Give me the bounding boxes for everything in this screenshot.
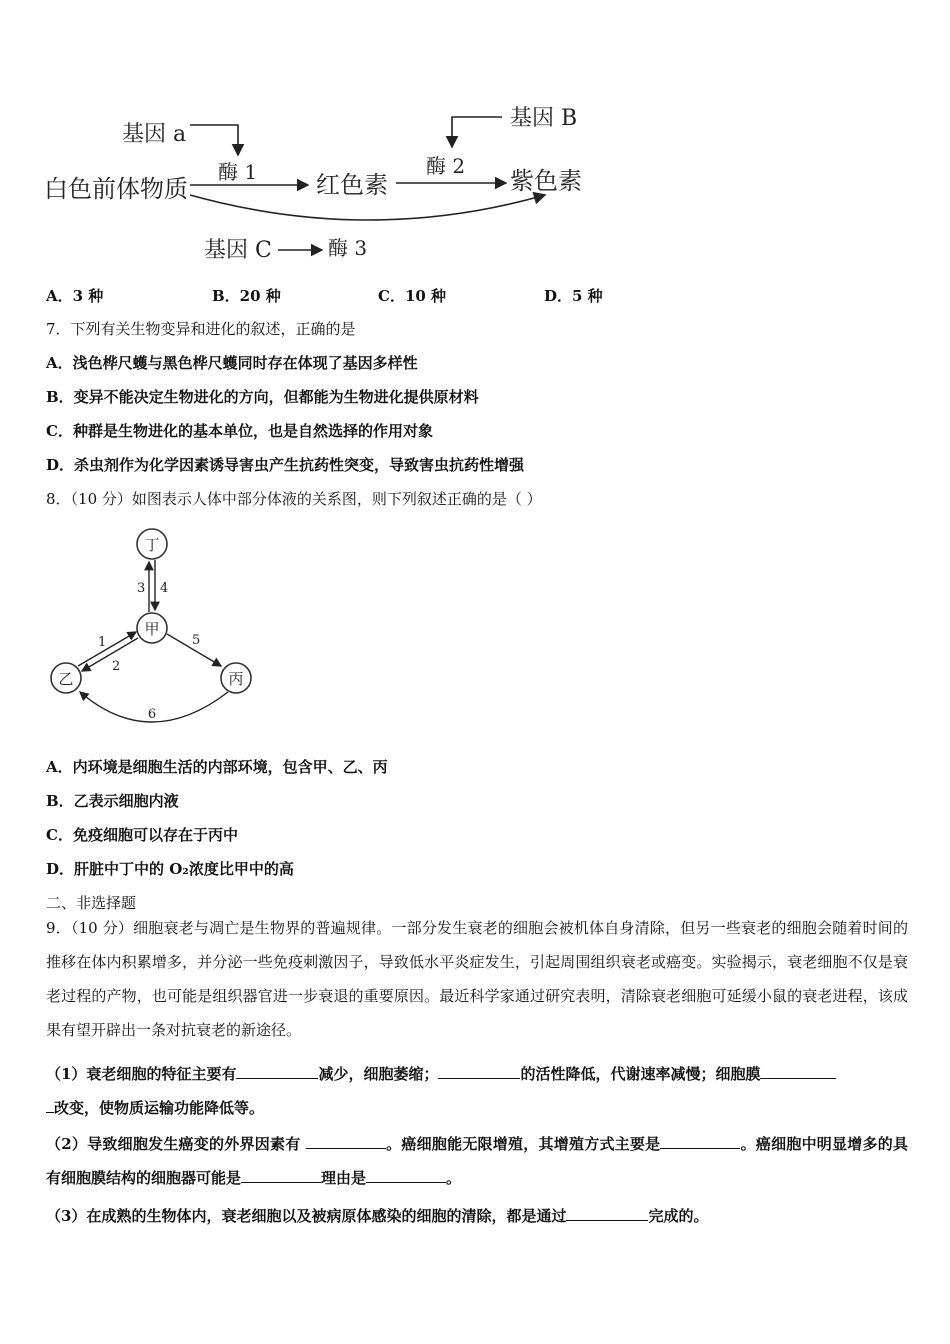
q6-option-b[interactable]: B．20 种 xyxy=(212,287,281,305)
q9-intro: 9．（10 分）细胞衰老与凋亡是生物界的普遍规律。一部分发生衰老的细胞会被机体自身清除，但另一些衰老的细胞会随着时间的推移在体内积累增多，并分泌一些免疫刺激因子，导致低水平炎症发生，引起周围组织衰老或癌变。实验揭示，衰老细胞不仅是衰老过程的产物，也可能是组织器官进一步衰退的重要原因。最近科学家通过研究表明，清除衰老细胞可延缓小鼠的衰老进程，该成果有望开辟出一条对抗衰老的新途径。 xyxy=(46,919,908,1039)
enzyme1-label: 酶 1 xyxy=(218,160,258,184)
q8-stem: 8．（10 分）如图表示人体中部分体液的关系图，则下列叙述正确的是（ ） xyxy=(46,490,542,508)
purple-pigment-label: 紫色素 xyxy=(510,167,582,195)
q9-p2-blank2[interactable] xyxy=(660,1134,740,1149)
red-pigment-label: 红色素 xyxy=(316,171,388,199)
q9-p2-text-c: 。癌细胞中明显增多的具有细胞膜结构的细胞器可能是 xyxy=(46,1135,908,1187)
q9-p2-blank1[interactable] xyxy=(306,1134,386,1149)
q9-p2-blank3[interactable] xyxy=(241,1168,321,1183)
q9-p3-blank1[interactable] xyxy=(566,1206,648,1221)
q9-p1-blank2[interactable] xyxy=(438,1064,520,1079)
q9-p1-text-a: （1）衰老细胞的特征主要有 xyxy=(46,1065,237,1083)
q9-p3-text-a: （3）在成熟的生物体内，衰老细胞以及被病原体感染的细胞的清除，都是通过 xyxy=(46,1207,567,1225)
gene-b-label: 基因 B xyxy=(510,106,578,131)
q9-p3-text-b: 完成的。 xyxy=(648,1207,709,1225)
node-ding-label: 丁 xyxy=(144,536,160,554)
q7-option-a[interactable]: A．浅色桦尺蠖与黑色桦尺蠖同时存在体现了基因多样性 xyxy=(46,354,418,372)
q6-option-c[interactable]: C．10 种 xyxy=(378,287,447,305)
q8-option-b[interactable]: B．乙表示细胞内液 xyxy=(46,792,179,810)
q9-p1-blank3-cont[interactable] xyxy=(46,1098,54,1113)
gene-a-arrow xyxy=(190,125,238,155)
q7-option-b[interactable]: B．变异不能决定生物进化的方向，但都能为生物进化提供原材料 xyxy=(46,388,479,406)
arrow-1-label: 1 xyxy=(98,635,107,650)
q8-option-a[interactable]: A．内环境是细胞生活的内部环境，包含甲、乙、丙 xyxy=(46,758,388,776)
enzyme2-label: 酶 2 xyxy=(426,154,466,178)
body-fluid-diagram xyxy=(40,520,270,730)
arrow-4-label: 4 xyxy=(160,581,169,596)
q9-p1-blank1[interactable] xyxy=(236,1064,318,1079)
q9-p1-blank3[interactable] xyxy=(760,1064,836,1079)
node-bing-label: 丙 xyxy=(228,670,244,688)
q9-p2-text-d: 理由是 xyxy=(321,1169,367,1187)
q7-option-d[interactable]: D．杀虫剂作为化学因素诱导害虫产生抗药性突变，导致害虫抗药性增强 xyxy=(46,456,525,474)
q6-option-a[interactable]: A．3 种 xyxy=(46,287,104,305)
q9-p1-text-c: 的活性降低，代谢速率减慢；细胞膜 xyxy=(520,1065,761,1083)
gene-a-label: 基因 a xyxy=(122,122,187,147)
q9-part2 xyxy=(46,1127,908,1195)
arrow-5-label: 5 xyxy=(192,633,201,648)
q9-p1-text-d: 改变，使物质运输功能降低等。 xyxy=(54,1099,265,1117)
q9-p2-text-b: 。癌细胞能无限增殖，其增殖方式主要是 xyxy=(385,1135,661,1153)
gene-b-arrow xyxy=(452,117,502,147)
q7-stem: 7．下列有关生物变异和进化的叙述，正确的是 xyxy=(46,320,356,338)
pigment-pathway-diagram xyxy=(40,95,600,275)
section-heading: 二、非选择题 xyxy=(46,894,137,912)
arrow-1 xyxy=(78,632,136,666)
gene-c-label: 基因 C xyxy=(204,238,272,263)
arrow-2-label: 2 xyxy=(112,659,121,674)
precursor-label: 白色前体物质 xyxy=(44,175,188,203)
arrow-2 xyxy=(82,638,138,671)
node-jia-label: 甲 xyxy=(144,620,160,638)
q6-options xyxy=(46,285,710,306)
arrow-6-label: 6 xyxy=(147,707,157,722)
q9-p2-blank4[interactable] xyxy=(366,1168,446,1183)
q9-part3 xyxy=(46,1199,908,1233)
enzyme3-label: 酶 3 xyxy=(328,236,368,260)
arrow-3-label: 3 xyxy=(137,581,146,596)
q7-option-c[interactable]: C．种群是生物进化的基本单位，也是自然选择的作用对象 xyxy=(46,422,433,440)
q9-p2-text-a: （2）导致细胞发生癌变的外界因素有 xyxy=(46,1135,306,1153)
q9-part1 xyxy=(46,1057,908,1125)
q9-p1-text-b: 减少，细胞萎缩； xyxy=(318,1065,439,1083)
q8-option-c[interactable]: C．免疫细胞可以存在于丙中 xyxy=(46,826,238,844)
node-yi-label: 乙 xyxy=(58,670,74,688)
q6-option-d[interactable]: D．5 种 xyxy=(544,287,603,305)
q9-p2-text-e: 。 xyxy=(446,1169,462,1187)
q8-option-d[interactable]: D．肝脏中丁中的 O₂浓度比甲中的高 xyxy=(46,860,294,878)
